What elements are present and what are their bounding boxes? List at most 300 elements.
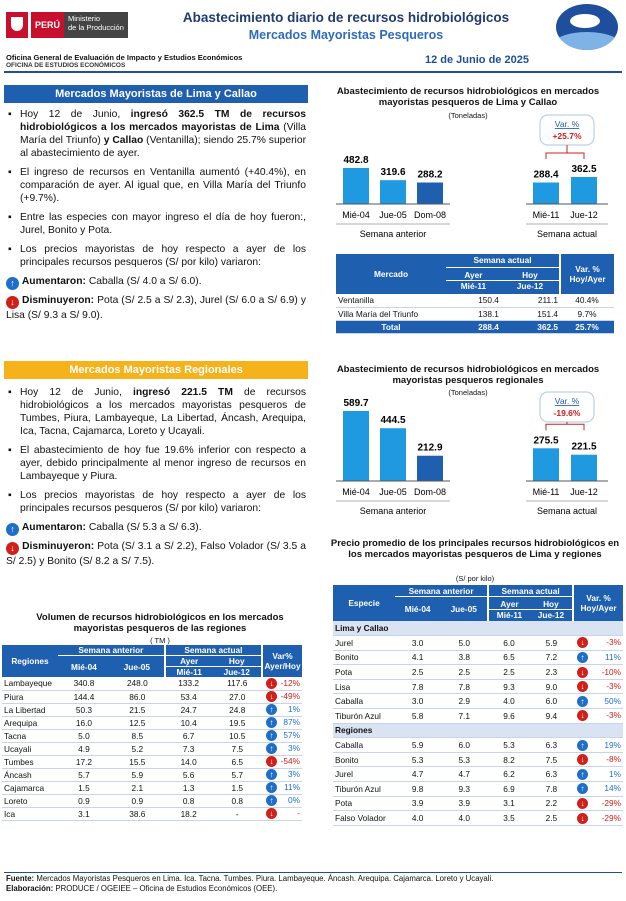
value-cell: 6.0	[488, 636, 530, 651]
total-cell: 25.7%	[560, 320, 614, 333]
value-cell: 2.5	[440, 665, 488, 680]
arrow-down-icon: ↓	[6, 542, 19, 555]
value-cell: 5.6	[165, 768, 213, 781]
lima-decrease: ↓ Disminuyeron: Pota (S/ 2.5 a S/ 2.3), Jurel (S/ 6.0 a S/ 6.9) y Lisa (S/ 9.3 a S/ 9.0).	[6, 295, 306, 321]
region-name: Loreto	[2, 794, 58, 807]
th-c3: Ayer Mié-11	[488, 597, 530, 621]
table-row	[333, 679, 623, 694]
value-cell: 6.0	[440, 738, 488, 753]
ministry-logo	[6, 8, 148, 42]
value-cell: 2.9	[440, 694, 488, 709]
species-name: Tiburón Azul	[333, 782, 395, 797]
var-cell: ↑ 50%	[573, 694, 623, 709]
total-row	[336, 320, 614, 333]
value-cell: 7.8	[395, 679, 440, 694]
chart1-unit: (Toneladas)	[448, 111, 488, 120]
value-cell: 6.9	[488, 782, 530, 797]
value-cell: 7.8	[440, 679, 488, 694]
value-cell: 0.8	[213, 794, 262, 807]
data-label: 288.2	[417, 169, 443, 181]
value-cell: 4.9	[58, 742, 110, 755]
table-row	[2, 677, 302, 690]
th-hoy: Hoy Jue-12	[501, 267, 560, 294]
regional-point-3: ▪ Los precios mayoristas de hoy respecto a ayer de los principales recursos pesqueros (S/ por kilo) variaron:	[6, 489, 306, 515]
arrow-up-icon: ↑	[266, 743, 277, 754]
value-cell: 1.5	[58, 781, 110, 794]
var-cell: ↑ 11%	[573, 650, 623, 665]
bar	[380, 180, 406, 204]
footer-source: Fuente: Mercados Mayoristas Pesqueros en Lima. Ica. Tacna. Tumbes. Piura. Lambayeque. Áncash. Arequipa. Cajamarca. Loreto y Ucayali.	[6, 874, 494, 883]
arrow-down-icon: ↓	[6, 296, 19, 309]
species-name: Caballa	[333, 738, 395, 753]
logo-ministerio: Ministerio de la Producción	[64, 12, 128, 38]
value-cell: 151.4	[501, 307, 560, 320]
regional-summary	[6, 386, 306, 568]
region-name: Ucayali	[2, 742, 58, 755]
th-c1: Mié-04	[404, 604, 431, 615]
arrow-down-icon: ↓	[266, 756, 277, 767]
region-name: Tumbes	[2, 755, 58, 768]
lima-point-4: ▪ Los precios mayoristas de hoy respecto a ayer de los principales recursos pesqueros (S/ por kilo) variaron:	[6, 243, 306, 269]
value-cell: 15.5	[110, 755, 165, 768]
regional-increase: ↑ Aumentaron: Caballa (S/ 5.3 a S/ 6.3).	[6, 521, 306, 536]
table-row	[2, 690, 302, 703]
chart1-title: Abastecimiento de recursos hidrobiológicos en mercados mayoristas pesqueros de Lima y Callao	[336, 86, 600, 108]
value-cell: 16.0	[58, 716, 110, 729]
tick-label: Jue-05	[379, 210, 407, 220]
value-cell: 7.2	[530, 650, 573, 665]
regional-point-2: ▪ El abastecimiento de hoy fue 19.6% inferior con respecto a ayer, debido principalmente al menor ingreso de recursos en Lambayeque y Piura.	[6, 444, 306, 483]
table-row	[2, 755, 302, 768]
value-cell: 3.9	[440, 796, 488, 811]
value-cell: 7.1	[440, 709, 488, 724]
region-table-unit: ( TM )	[150, 636, 170, 645]
value-cell: 27.0	[213, 690, 262, 703]
value-cell: 5.3	[440, 752, 488, 767]
value-cell: 2.1	[110, 781, 165, 794]
var-cell: ↓ -8%	[573, 752, 623, 767]
value-cell: 3.9	[395, 796, 440, 811]
var-cell: ↑ 1%	[262, 703, 302, 716]
species-name: Falso Volador	[333, 811, 395, 826]
value-cell: 7.8	[530, 782, 573, 797]
page-subtitle: Mercados Mayoristas Pesqueros	[248, 28, 444, 42]
value-cell: 9.3	[440, 782, 488, 797]
tick-label: Mié-04	[342, 487, 370, 497]
value-cell: 18.2	[165, 807, 213, 820]
value-cell: 8.5	[110, 729, 165, 742]
value-cell: 5.3	[395, 752, 440, 767]
value-cell: 5.0	[58, 729, 110, 742]
table-row	[2, 716, 302, 729]
regional-banner: Mercados Mayoristas Regionales	[4, 361, 308, 379]
tick-label: Mié-11	[532, 210, 560, 220]
bar	[417, 183, 443, 204]
footer-credit: Elaboración: PRODUCE / OGEIEE – Oficina de Estudios Económicos (OEE).	[6, 884, 278, 893]
value-cell: 3.0	[395, 636, 440, 651]
chart2-unit: (Toneladas)	[448, 388, 488, 397]
value-cell: 6.0	[530, 694, 573, 709]
region-name: Lambayeque	[2, 677, 58, 690]
logo-peru: PERÚ	[31, 12, 64, 38]
value-cell: 40.4%	[560, 294, 614, 307]
arrow-down-icon: ↓	[266, 808, 277, 819]
th-var: Var. % Hoy/Ayer	[560, 254, 614, 294]
value-cell: 3.1	[488, 796, 530, 811]
badge-value: -19.6%	[553, 408, 581, 418]
bar	[343, 168, 369, 204]
bar	[380, 428, 406, 481]
th-mercado: Mercado	[373, 269, 409, 279]
value-cell: 0.9	[110, 794, 165, 807]
value-cell: 24.7	[165, 703, 213, 716]
var-cell: ↓ -49%	[262, 690, 302, 703]
value-cell: 10.4	[165, 716, 213, 729]
data-label: 319.6	[380, 167, 406, 179]
th-curr: Semana actual	[165, 645, 262, 656]
data-label: 444.5	[380, 415, 406, 427]
chart2-title: Abastecimiento de recursos hidrobiológicos en mercados mayoristas pesqueros regionales	[336, 364, 600, 386]
group-label: Semana actual	[536, 229, 598, 239]
regional-supply-chart	[318, 391, 622, 529]
bar	[417, 456, 443, 481]
th-c2: Jue-05	[123, 661, 150, 672]
value-cell: 53.4	[165, 690, 213, 703]
value-cell: 50.3	[58, 703, 110, 716]
var-cell: ↓ -3%	[573, 709, 623, 724]
group-row	[333, 723, 623, 738]
market-name: Villa María del Triunfo	[336, 307, 446, 320]
species-name: Tiburón Azul	[333, 709, 395, 724]
value-cell: 9.8	[395, 782, 440, 797]
value-cell: 8.2	[488, 752, 530, 767]
tick-label: Mié-04	[342, 210, 370, 220]
value-cell: 10.5	[213, 729, 262, 742]
arrow-down-icon: ↓	[577, 667, 588, 678]
value-cell: 0.9	[58, 794, 110, 807]
value-cell: 144.4	[58, 690, 110, 703]
arrow-down-icon: ↓	[577, 637, 588, 648]
price-table-body	[333, 621, 623, 825]
th-c2: Jue-05	[450, 604, 477, 615]
arrow-down-icon: ↓	[577, 681, 588, 692]
data-label: 288.4	[533, 169, 559, 181]
value-cell: 1.5	[213, 781, 262, 794]
value-cell: 211.1	[501, 294, 560, 307]
lima-increase: ↑ Aumentaron: Caballa (S/ 4.0 a S/ 6.0).	[6, 275, 306, 290]
value-cell: 4.7	[440, 767, 488, 782]
total-label: Total	[336, 320, 446, 333]
footer-divider	[4, 872, 622, 873]
lima-point-1: ▪ Hoy 12 de Junio, ingresó 362.5 TM de recursos hidrobiológicos a los mercados mayoristas de Lima (Villa María del Triunfo) y Callao (Ventanilla); siendo 25.7% superior al abastecimiento de ayer.	[6, 108, 306, 160]
group-label: Regiones	[333, 723, 623, 738]
value-cell: 1.3	[165, 781, 213, 794]
table-row	[333, 752, 623, 767]
group-label: Semana anterior	[359, 229, 427, 239]
value-cell: -	[213, 807, 262, 820]
value-cell: 4.1	[395, 650, 440, 665]
region-name: Tacna	[2, 729, 58, 742]
species-name: Lisa	[333, 679, 395, 694]
badge-label: Var. %	[554, 396, 580, 406]
species-name: Caballa	[333, 694, 395, 709]
region-name: Piura	[2, 690, 58, 703]
var-cell: ↑ 14%	[573, 782, 623, 797]
value-cell: 5.0	[440, 636, 488, 651]
th-semana: Semana actual	[446, 254, 560, 267]
table-row	[333, 811, 623, 826]
species-name: Pota	[333, 665, 395, 680]
arrow-up-icon: ↑	[266, 730, 277, 741]
th-c4: Hoy Jue-12	[530, 597, 573, 621]
arrow-down-icon: ↓	[266, 678, 277, 689]
value-cell: 7.5	[213, 742, 262, 755]
region-table-body	[2, 677, 302, 820]
value-cell: 248.0	[110, 677, 165, 690]
tick-label: Dom-08	[413, 487, 447, 497]
table-row	[333, 767, 623, 782]
regional-point-1: ▪ Hoy 12 de Junio, ingresó 221.5 TM de recursos hidrobiológicos a los mercados mayoristas pesqueros de Tumbes, Piura, Lambayeque, La Libertad, Áncash, Arequipa, Ica, Tacna, Cajamarca, Loreto y Ucayali.	[6, 386, 306, 438]
arrow-up-icon: ↑	[577, 740, 588, 751]
arrow-down-icon: ↓	[577, 798, 588, 809]
lima-banner: Mercados Mayoristas de Lima y Callao	[4, 85, 308, 103]
market-table-body	[336, 294, 614, 333]
bar	[533, 448, 559, 481]
table-row	[333, 665, 623, 680]
bar	[571, 455, 597, 481]
table-row	[2, 807, 302, 820]
value-cell: 2.5	[395, 665, 440, 680]
table-row	[336, 294, 614, 307]
badge-label: Var. %	[554, 119, 580, 129]
var-cell: ↓ -3%	[573, 636, 623, 651]
lima-supply-chart	[318, 114, 622, 250]
arrow-up-icon: ↑	[577, 696, 588, 707]
value-cell: 138.1	[446, 307, 501, 320]
var-cell: ↓ -10%	[573, 665, 623, 680]
var-cell: ↑ 3%	[262, 768, 302, 781]
bar	[533, 182, 559, 204]
value-cell: 9.0	[530, 679, 573, 694]
value-cell: 4.7	[395, 767, 440, 782]
arrow-down-icon: ↓	[266, 691, 277, 702]
var-cell: ↓ -29%	[573, 811, 623, 826]
value-cell: 19.5	[213, 716, 262, 729]
region-name: Cajamarca	[2, 781, 58, 794]
value-cell: 9.4	[530, 709, 573, 724]
th-c4: Hoy Jue-12	[213, 656, 262, 678]
value-cell: 5.9	[530, 636, 573, 651]
value-cell: 5.9	[395, 738, 440, 753]
arrow-up-icon: ↑	[577, 769, 588, 780]
th-prev: Semana anterior	[58, 645, 165, 656]
lima-summary	[6, 108, 306, 322]
value-cell: 86.0	[110, 690, 165, 703]
table-row	[336, 307, 614, 320]
data-label: 589.7	[343, 398, 369, 409]
value-cell: 17.2	[58, 755, 110, 768]
value-cell: 4.0	[395, 811, 440, 826]
value-cell: 38.6	[110, 807, 165, 820]
value-cell: 3.0	[395, 694, 440, 709]
data-label: 212.9	[417, 442, 443, 454]
fish-logo-icon	[556, 4, 618, 50]
price-table-unit: (S/ por kilo)	[455, 574, 495, 583]
var-cell: ↑ 19%	[573, 738, 623, 753]
value-cell: 2.5	[488, 665, 530, 680]
arrow-up-icon: ↑	[6, 523, 19, 536]
arrow-down-icon: ↓	[577, 813, 588, 824]
market-name: Ventanilla	[336, 294, 446, 307]
th-var: Var% Ayer/Hoy	[262, 645, 302, 677]
price-table-title: Precio promedio de los principales recursos hidrobiológicos en los mercados mayoristas pesqueros de Lima y regiones	[330, 538, 620, 560]
lima-point-3: ▪ Entre las especies con mayor ingreso el día de hoy fueron:, Jurel, Bonito y Pota.	[6, 211, 306, 237]
value-cell: 7.3	[165, 742, 213, 755]
table-row	[2, 794, 302, 807]
var-cell: ↓ -54%	[262, 755, 302, 768]
badge-value: +25.7%	[552, 131, 582, 141]
value-cell: 4.0	[488, 694, 530, 709]
arrow-up-icon: ↑	[577, 652, 588, 663]
value-cell: 9.7%	[560, 307, 614, 320]
table-row	[333, 636, 623, 651]
var-cell: ↓ -3%	[573, 679, 623, 694]
th-c1: Mié-04	[71, 661, 97, 672]
table-row	[2, 768, 302, 781]
value-cell: 2.3	[530, 665, 573, 680]
species-name: Pota	[333, 796, 395, 811]
value-cell: 2.2	[530, 796, 573, 811]
value-cell: 6.7	[165, 729, 213, 742]
arrow-down-icon: ↓	[577, 754, 588, 765]
var-cell: ↑ 0%	[262, 794, 302, 807]
table-row	[333, 796, 623, 811]
group-label: Semana actual	[536, 506, 598, 516]
var-cell: ↑ 57%	[262, 729, 302, 742]
table-row	[2, 703, 302, 716]
value-cell: 5.7	[213, 768, 262, 781]
species-name: Bonito	[333, 650, 395, 665]
th-prev: Semana anterior	[395, 585, 488, 597]
lima-point-2: ▪ El ingreso de recursos en Ventanilla aumentó (+40.4%), en comparación de ayer. Al igual que, en Villa María del Triunfo (+9.7%).	[6, 166, 306, 205]
value-cell: 14.0	[165, 755, 213, 768]
th-ayer: Ayer Mié-11	[446, 267, 501, 294]
th-region: Regiones	[11, 656, 49, 666]
value-cell: 5.9	[110, 768, 165, 781]
var-cell: ↑ 87%	[262, 716, 302, 729]
footer	[6, 874, 493, 894]
total-cell: 288.4	[446, 320, 501, 333]
arrow-up-icon: ↑	[6, 277, 19, 290]
arrow-down-icon: ↓	[577, 710, 588, 721]
tick-label: Jue-12	[570, 210, 598, 220]
var-cell: ↓ -12%	[262, 677, 302, 690]
page-title: Abastecimiento diario de recursos hidrobiológicos	[182, 10, 510, 25]
bracket-line	[546, 145, 584, 159]
value-cell: 9.3	[488, 679, 530, 694]
table-row	[333, 694, 623, 709]
arrow-up-icon: ↑	[577, 783, 588, 794]
data-label: 221.5	[571, 441, 597, 453]
total-cell: 362.5	[501, 320, 560, 333]
value-cell: 6.2	[488, 767, 530, 782]
value-cell: 6.5	[488, 650, 530, 665]
table-row	[333, 650, 623, 665]
group-label: Lima y Callao	[333, 621, 623, 636]
table-row	[2, 742, 302, 755]
species-name: Jurel	[333, 767, 395, 782]
tick-label: Jue-05	[379, 487, 407, 497]
price-table	[333, 585, 623, 826]
tick-label: Mié-11	[532, 487, 560, 497]
value-cell: 6.3	[530, 738, 573, 753]
group-label: Semana anterior	[359, 506, 427, 516]
value-cell: 5.3	[488, 738, 530, 753]
value-cell: 9.6	[488, 709, 530, 724]
value-cell: 133.2	[165, 677, 213, 690]
value-cell: 5.8	[395, 709, 440, 724]
tick-label: Dom-08	[413, 210, 447, 220]
value-cell: 6.5	[213, 755, 262, 768]
th-var: Var. % Hoy/Ayer	[573, 585, 623, 621]
value-cell: 0.8	[165, 794, 213, 807]
table-row	[2, 781, 302, 794]
th-especie: Especie	[348, 598, 380, 608]
region-table-title: Volumen de recursos hidrobiológicos en los mercados mayoristas pesqueros de las regiones	[36, 612, 284, 634]
table-row	[333, 709, 623, 724]
bracket-line	[546, 422, 584, 430]
value-cell: 3.1	[58, 807, 110, 820]
var-cell: ↑ 1%	[573, 767, 623, 782]
bar	[571, 177, 597, 204]
value-cell: 12.5	[110, 716, 165, 729]
org-office: OFICINA DE ESTUDIOS ECONÓMICOS	[6, 62, 126, 69]
var-cell: ↑ 3%	[262, 742, 302, 755]
value-cell: 5.7	[58, 768, 110, 781]
value-cell: 24.8	[213, 703, 262, 716]
data-label: 275.5	[533, 435, 559, 447]
arrow-up-icon: ↑	[266, 769, 277, 780]
market-table	[336, 254, 614, 334]
arrow-up-icon: ↑	[266, 795, 277, 806]
region-volume-table	[2, 645, 302, 821]
region-name: La Libertad	[2, 703, 58, 716]
value-cell: 6.3	[530, 767, 573, 782]
value-cell: 3.5	[488, 811, 530, 826]
report-date: 12 de Junio de 2025	[425, 54, 529, 66]
table-row	[333, 782, 623, 797]
var-cell: ↑ 11%	[262, 781, 302, 794]
data-label: 482.8	[343, 155, 369, 166]
region-name: Ica	[2, 807, 58, 820]
table-row	[333, 738, 623, 753]
value-cell: 340.8	[58, 677, 110, 690]
species-name: Bonito	[333, 752, 395, 767]
group-row	[333, 621, 623, 636]
value-cell: 7.5	[530, 752, 573, 767]
arrow-up-icon: ↑	[266, 704, 277, 715]
value-cell: 117.6	[213, 677, 262, 690]
tick-label: Jue-12	[570, 487, 598, 497]
var-cell: ↓ -29%	[573, 796, 623, 811]
data-label: 362.5	[571, 163, 597, 175]
value-cell: 2.5	[530, 811, 573, 826]
bar	[343, 411, 369, 481]
value-cell: 4.0	[440, 811, 488, 826]
region-name: Arequipa	[2, 716, 58, 729]
org-name: Oficina General de Evaluación de Impacto y Estudios Económicos	[6, 53, 243, 62]
header-divider	[4, 71, 622, 73]
